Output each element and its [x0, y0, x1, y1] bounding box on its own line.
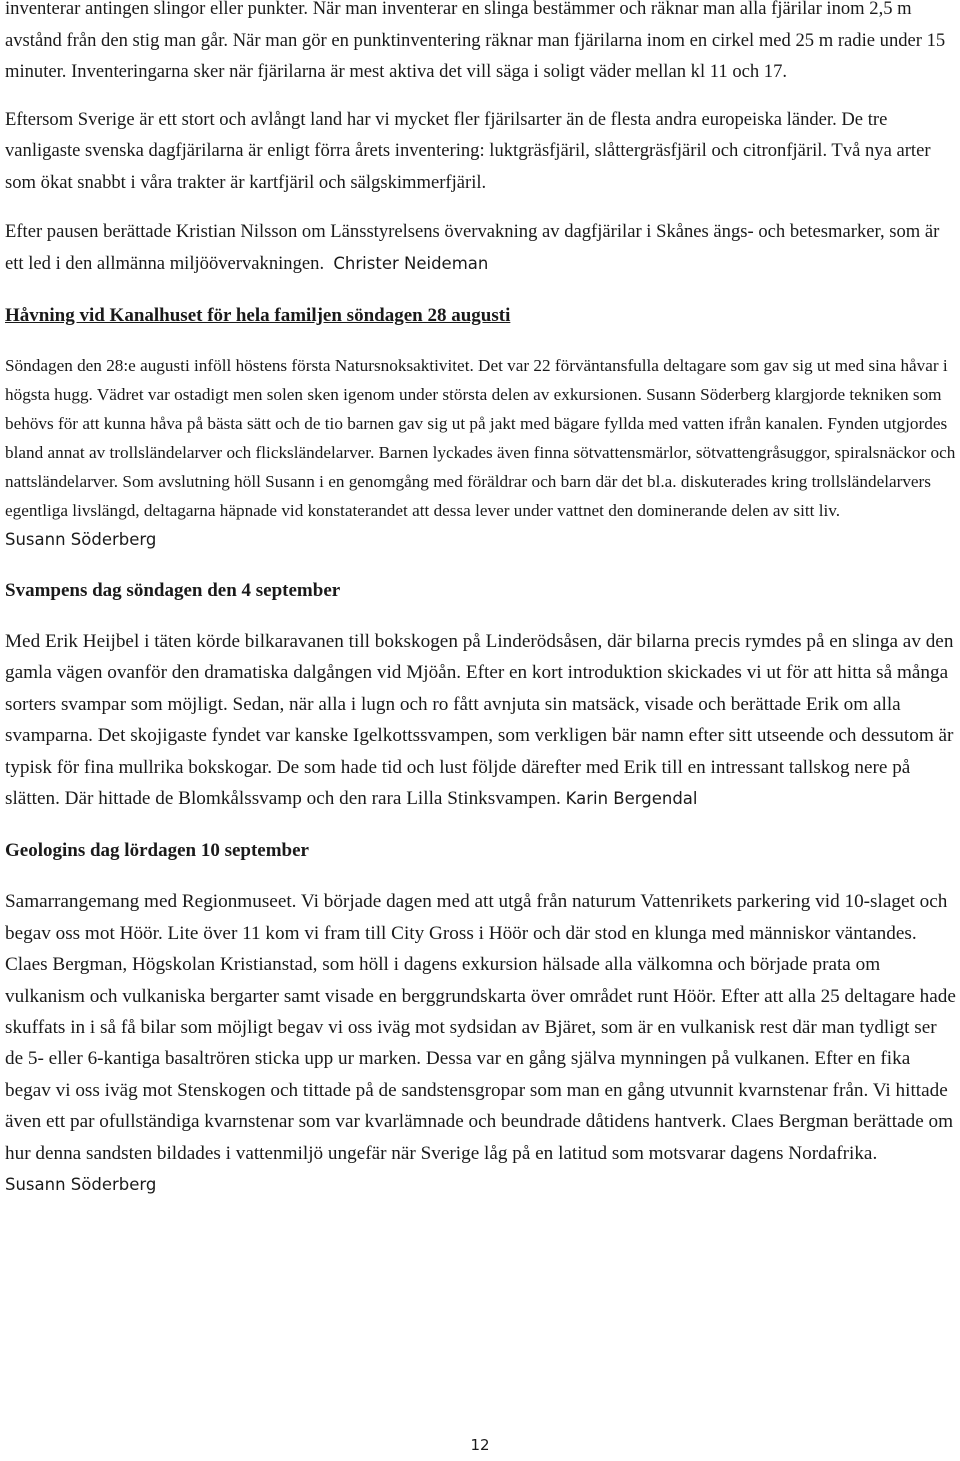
section-heading-geologi: Geologins dag lördagen 10 september: [5, 840, 309, 862]
monitoring-paragraph: [5, 216, 957, 279]
intro-text: inventerar antingen slingor eller punkter. När man inventerar en slinga bestämmer och räknar man alla fjärilar inom 2,5 m avstånd från den stig man går. När man gör en punktinventering räknar man fjärilarna inom en cirkel med 25 m radie under 15 minuter. Inventeringarna sker när fjärilarna är mest aktiva det vill säga i soligt väder mellan kl 11 och 17.: [5, 0, 946, 82]
author-signature: Christer Neideman: [333, 253, 489, 273]
section-heading-svamp: Svampens dag söndagen den 4 september: [5, 580, 341, 601]
author-signature: Karin Bergendal: [565, 789, 698, 809]
kanalhuset-text: Söndagen den 28:e augusti inföll höstens första Natursnoksaktivitet. Det var 22 förväntansfulla deltagare som gav sig ut med sina håvar i högsta hugg. Vädret var ostadigt men solen sken igenom under största delen av exkursionen. Susann Söderberg klargjorde tekniken som behövs för att kunna håva på bästa sätt och de tio barnen gav sig ut på jakt med bägare fyllda med vatten ifrån kanalen. Fynden utgjordes bland annat av trollsländelarver och flicksländelarver. Barnen lyckades även finna sötvattensmärlor, sötvattengråsuggor, spiralsnäckor och nattsländelarver. Som avslutning höll Susann i en genomgång med föräldrar och barn där det bl.a. diskuterades kring trollsländelarvers egentliga livslängd, deltagarna häpnade vid konstaterandet att dessa lever under vattnet den dominerande delen av sitt liv.: [5, 356, 956, 520]
svamp-text: Med Erik Heijbel i täten körde bilkaravanen till bokskogen på Linderödsåsen, där bilarna precis rymdes på en slinga av den gamla vägen ovanför den dramatiska dalgången vid Mjöån. Efter en kort introduktion skickades vi ut för att hitta så många sorters svampar som möjligt. Sedan, när alla i lugn och ro fått avnjuta sin matsäck, visade och berättade Erik om alla svamparna. Det skojigaste fyndet var kanske Igelkottssvampen, som verkligen bär namn efter sitt utseende och dessutom är typisk för fina mullrika bokskogar. De som hade tid och lust följde därefter med Erik till en intressant tallskog nere på slätten. Där hittade de Blomkålssvamp och den rara Lilla Stinksvampen.: [5, 631, 954, 810]
geologi-text: Samarrangemang med Regionmuseet. Vi började dagen med att utgå från naturum Vattenrikets parkering vid 10-slaget och begav oss mot Höör. Lite över 11 kom vi fram till City Gross i Höör och där stod en klunga med människor väntandes. Claes Bergman, Högskolan Kristianstad, som höll i dagens exkursion hälsade alla välkomna och började prata om vulkanism och vulkaniska bergarter samt visade en berggrundskarta över området runt Höör. Efter att alla 25 deltagare hade skuffats in i så få bilar som möjligt begav vi oss iväg mot sydsidan av Bjäret, som är en vulkanisk rest där man tydligt ser de 5- eller 6-kantiga basaltrören sticka upp ur marken. Dessa var en gång själva mynningen på vulkanen. Efter en fika begav vi oss iväg mot Stenskogen och tittade på de sandstensgropar som man en gång utvunnit kvarnstenar från. Vi hittade även ett par ofullständiga kvarnstenar som var kvarlämnade och beundrade dåtidens hantverk. Claes Bergman berättade om hur denna sandsten bildades i vattenmiljö ungefär när Sverige låg på en latitud som motsvarar dagens Nordafrika.: [5, 891, 956, 1164]
svamp-paragraph: [5, 626, 957, 814]
kanalhuset-paragraph: [5, 351, 957, 554]
species-text: Eftersom Sverige är ett stort och avlångt land har vi mycket fler fjärilsarter än de flesta andra europeiska länder. De tre vanligaste svenska dagfjärilarna är enligt förra årets inventering: luktgräsfjäril, slåttergräsfjäril och citronfjäril. Två nya arter som ökat snabbt i våra trakter är kartfjäril och sälgskimmerfjäril.: [5, 108, 931, 193]
author-signature: Susann Söderberg: [5, 1175, 157, 1195]
species-paragraph: [5, 104, 957, 199]
geologi-paragraph: [5, 886, 957, 1200]
monitoring-text: Efter pausen berättade Kristian Nilsson om Länsstyrelsens övervakning av dagfjärilar i Skånes ängs- och betesmarker, som är ett led i den allmänna miljöövervakningen.: [5, 221, 940, 274]
author-signature: Susann Söderberg: [5, 530, 157, 549]
page-number: 12: [470, 1436, 490, 1454]
section-heading-kanalhuset: Håvning vid Kanalhuset för hela familjen söndagen 28 augusti: [5, 305, 511, 326]
intro-paragraph: [5, 0, 957, 88]
